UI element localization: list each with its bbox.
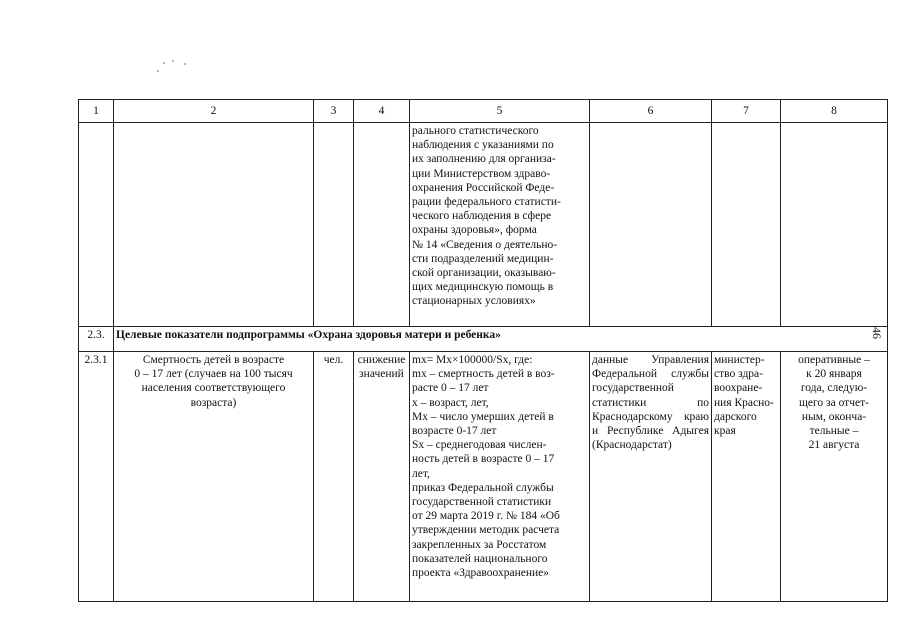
table-row — [79, 352, 888, 602]
indicators-table — [78, 99, 888, 602]
column-header: 3 — [314, 100, 354, 123]
table-cell — [712, 123, 781, 327]
column-header: 6 — [590, 100, 712, 123]
row-number: 2.3.1 — [79, 352, 114, 602]
scan-speck — [184, 63, 186, 65]
method-cell: рального статистического наблюдения с указаниями по их заполнению для организа- ции Министерством здраво- охранения Российской Феде- рации федерального статисти- ческого наблюдения в сфере охраны здоровья», форма № 14 «Сведения о деятельно- сти подразделений медицин- ской организации, оказываю- щих медицинскую помощь в стационарных условиях» — [410, 123, 590, 327]
column-header: 4 — [354, 100, 410, 123]
method-cell: mx= Mx×100000/Sx, где: mx – смертность детей в воз- расте 0 – 17 лет x – возраст, лет, Mx – число умерших детей в возрасте 0-17 лет Sx – среднегодовая числен- ность детей в возрасте 0 – 17 лет, приказ Федеральной службы государственной статистики от 29 марта 2019 г. № 184 «Об утверждении методик расчета закрепленных за Росстатом показателей национального проекта «Здравоохранение» — [410, 352, 590, 602]
page-number: 46 — [870, 327, 884, 339]
table-cell — [590, 123, 712, 327]
column-header: 2 — [114, 100, 314, 123]
table-cell — [781, 123, 888, 327]
column-header: 8 — [781, 100, 888, 123]
table-cell — [354, 123, 410, 327]
scan-speck — [172, 60, 174, 62]
unit-cell: чел. — [314, 352, 354, 602]
column-header: 5 — [410, 100, 590, 123]
table-cell — [314, 123, 354, 327]
source-cell: данные Управления Федеральной службы государственной статистики по Краснодарскому краю и Республике Адыгея (Краснодарстат) — [590, 352, 712, 602]
deadline-cell: оперативные – к 20 января года, следую- щего за отчет- ным, оконча- тельные – 21 августа — [781, 352, 888, 602]
table-header-row — [79, 100, 888, 123]
section-number: 2.3. — [79, 327, 114, 352]
scan-speck — [163, 62, 165, 64]
table-cell — [79, 123, 114, 327]
table-row-continuation — [79, 123, 888, 327]
table-cell — [114, 123, 314, 327]
direction-cell: снижение значений — [354, 352, 410, 602]
column-header: 7 — [712, 100, 781, 123]
column-header: 1 — [79, 100, 114, 123]
section-row — [79, 327, 888, 352]
indicator-name: Смертность детей в возрасте 0 – 17 лет (случаев на 100 тысяч населения соответствующего возраста) — [114, 352, 314, 602]
responsible-cell: министер- ство здра- воохране- ния Красно- дарского края — [712, 352, 781, 602]
section-title: Целевые показатели подпрограммы «Охрана здоровья матери и ребенка» — [114, 327, 888, 352]
scan-speck — [157, 70, 159, 72]
